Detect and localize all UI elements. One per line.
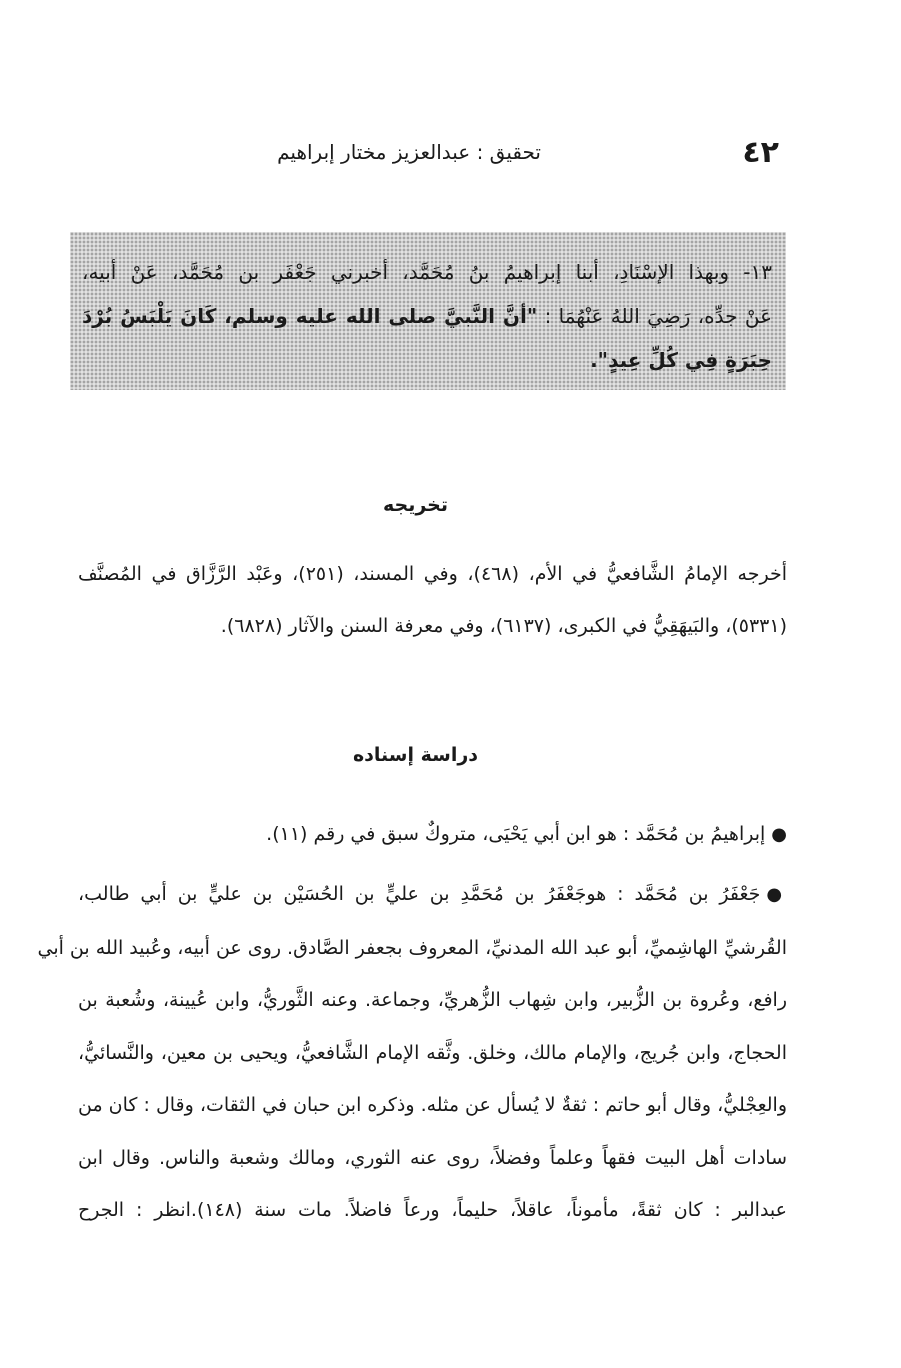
bullet-icon: ● — [766, 884, 787, 905]
narrator-jafar-line-1 — [78, 868, 787, 922]
takhrij-heading: تخريجه — [383, 494, 448, 516]
hadith-text-box — [70, 232, 786, 390]
narrator-jafar-line-6: سادات أهل البيت فقهاً وعلماً وفضلاً، روى عنه الثوري، ومالك وشعبة والناس. وقال ابن — [78, 1146, 787, 1169]
narrator-jafar-line-3: رافع، وعُروة بن الزُّبير، وابن شِهاب الزُّهريِّ، وجماعة. وعنه الثَّوريُّ، وابن عُيينة، وشُعبة بن — [78, 989, 787, 1011]
narrator-entry-jafar — [37, 868, 787, 1237]
narrator-ibrahim-line — [78, 808, 787, 861]
running-title: تحقيق : عبدالعزيز مختار إبراهيم — [277, 140, 541, 164]
hadith-line-1: ١٣- وبهذا الإسْنَادِ، أبنا إبراهيمُ بنُ مُحَمَّد، أخبرني جَعْفَر بن مُحَمَّد، عَنْ أبيه، — [82, 260, 772, 284]
narrator-jafar-line-5: والعِجْليُّ، وقال أبو حاتم : ثقةٌ لا يُسأل عن مثله. وذكره ابن حبان في الثقات، وقال : كان من — [78, 1094, 787, 1116]
narrator-jafar-text-1: جَعْفَرُ بن مُحَمَّد : هوجَعْفَرُ بن مُحَمَّدِ بن عليٍّ بن الحُسَيْن بن عليٍّ بن أبي طالب، — [78, 883, 761, 905]
page-number: ٤٢ — [742, 135, 779, 170]
narrator-jafar-line-2: القُرشيِّ الهاشِميِّ، أبو عبد الله المدنيِّ، المعروف بجعفر الصَّادق. روى عن أبيه، وعُبيد الله بن أبي — [37, 936, 787, 959]
dirasa-heading: دراسة إسناده — [352, 744, 479, 766]
hadith-line-3 — [82, 338, 772, 382]
hadith-matn-end: حِبَرَةٍ فِي كُلِّ عِيدٍ". — [590, 348, 772, 372]
hadith-isnad-end: عَنْ جدِّه، رَضِيَ اللهُ عَنْهُمَا : — [537, 304, 772, 328]
narrator-jafar-line-7: عبدالبر : كان ثقةً، مأموناً، عاقلاً، حليماً، ورعاً فاضلاً. مات سنة (١٤٨).انظر : الجرح — [78, 1199, 787, 1221]
narrator-jafar-line-4: الحجاج، وابن جُريج، والإمام مالك، وخلق. وثَّقه الإمام الشَّافعيُّ، ويحيى بن معين، والنَّسائيُّ، — [78, 1041, 787, 1064]
narrator-entry-ibrahim — [78, 808, 787, 861]
narrator-ibrahim-text: إبراهيمُ بن مُحَمَّد : هو ابن أبي يَحْيَى، متروكٌ سبق في رقم (١١). — [266, 823, 766, 845]
takhrij-paragraph — [78, 548, 787, 652]
takhrij-line-2: (٥٣٣١)، والبَيهَقِيُّ في الكبرى، (٦١٣٧)، وفي معرفة السنن والآثار (٦٨٢٨). — [220, 615, 787, 637]
hadith-matn-start: "أنَّ النَّبيَّ صلى الله عليه وسلم، كَانَ يَلْبَسُ بُرْدَ — [82, 304, 538, 328]
takhrij-line-1: أخرجه الإمامُ الشَّافعيُّ في الأم، (٤٦٨)، وفي المسند، (٢٥١)، وعَبْد الرَّزَّاق في المُصنَّف — [78, 563, 787, 585]
hadith-line-2 — [82, 294, 772, 338]
bullet-icon: ● — [771, 824, 787, 845]
